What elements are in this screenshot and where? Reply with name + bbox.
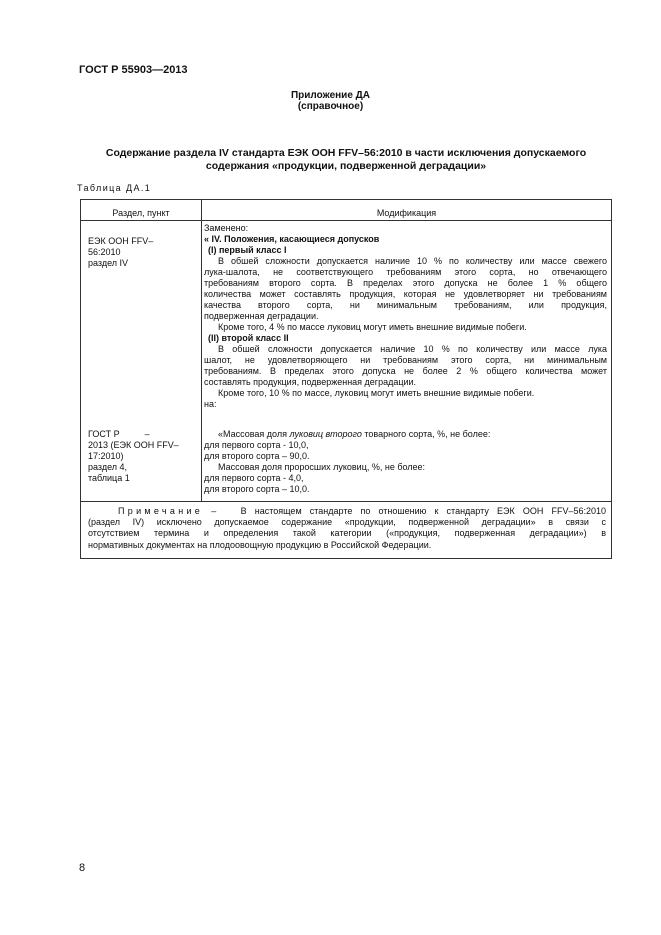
note-line: нормативных документах на плодоовощную продукцию в Российской Федерации. [88, 539, 432, 550]
section-line: 56:2010 [88, 247, 121, 257]
class1-text-line: количества может составлять продукция, которая не удовлетворяет ни требованиям [204, 289, 607, 299]
note-divider [81, 501, 611, 502]
class2-text-line: требованиям. В пределах этого допуска не более 2 % общего количества может [204, 366, 607, 376]
section-line: 2013 (ЕЭК ООН FFV– [88, 440, 179, 450]
row2-modification [204, 429, 607, 495]
mass-fraction-line [204, 429, 607, 440]
section-line: раздел 4, [88, 462, 128, 472]
row1-section [88, 236, 153, 269]
class2-extra: Кроме того, 10 % по массе, луковиц могут иметь внешние видимые побеги. [218, 388, 535, 398]
header-modification: Модификация [376, 208, 437, 218]
first-grade-line: для первого сорта - 10,0, [204, 440, 309, 450]
section-line: ЕЭК ООН FFV– [88, 236, 154, 246]
class1-text-line: подверженная деградации. [204, 311, 319, 321]
section-line: ГОСТ Р – [88, 429, 150, 439]
note-line: (раздел IV) исключено допускаемое содержание «продукции, подверженной деградации» в связи с [88, 517, 606, 528]
row1-modification [204, 223, 607, 410]
class1-text-line: В обшей сложности допускается наличие 10 % по количеству или массе свежего [218, 256, 607, 266]
provisions-heading: « IV. Положения, касающиеся допусков [204, 234, 380, 244]
section-title-line: содержания «продукции, подверженной деградации» [205, 160, 487, 172]
table-note [88, 506, 606, 551]
note-line-rest: В настоящем стандарте по отношению к стандарту ЕЭК ООН FFV–56:2010 [240, 506, 606, 516]
note-dash: – [203, 506, 217, 516]
mass-suffix: товарного сорта, %, не более: [361, 429, 491, 439]
note-line [88, 506, 606, 517]
mass-italic: луковиц второго [289, 429, 362, 439]
second-grade-line: для второго сорта – 10,0. [204, 484, 310, 494]
first-grade-line: для первого сорта - 4,0, [204, 473, 304, 483]
to-label: на: [204, 399, 217, 409]
note-line: отсутствием термина и определения такой категории («продукция, подверженная деградации») в [88, 528, 606, 539]
section-title-line: Содержание раздела IV стандарта ЕЭК ООН FFV–56:2010 в части исключения допускаемого [105, 147, 587, 159]
header-section: Раздел, пункт [112, 208, 170, 218]
section-line: таблица 1 [88, 473, 130, 483]
section-line: 17:2010) [88, 451, 124, 461]
section-line: раздел IV [88, 258, 129, 268]
replaced-label: Заменено: [204, 223, 249, 233]
class2-text-line: составлять продукция, подверженная деградации. [204, 377, 417, 387]
mass-prefix: «Массовая доля [218, 429, 290, 439]
class1-text-line: лука-шалота, не соответствующего требованиям этого сорта, но отвечающего [204, 267, 607, 277]
section-title [82, 147, 610, 173]
column-divider [201, 200, 202, 502]
second-grade-line: для второго сорта – 90,0. [204, 451, 310, 461]
class1-text-line: качества второго сорта, ни минимальным требованиям, или продукция, [204, 300, 607, 310]
appendix-subtitle: (справочное) [297, 101, 364, 112]
class2-text-line: шалот, не удовлетворяющего ни требованиям этого сорта, ни минимальным [204, 355, 607, 365]
appendix-title: Приложение ДА [290, 90, 371, 101]
header-divider [81, 220, 611, 221]
table-caption: Таблица ДА.1 [77, 183, 152, 193]
page-number: 8 [79, 862, 86, 874]
sprouted-line: Массовая доля проросших луковиц, %, не более: [218, 462, 426, 472]
class2-title: (II) второй класс II [208, 333, 289, 343]
row2-section [88, 429, 179, 484]
modification-table [80, 199, 612, 559]
class1-title: (I) первый класс I [208, 245, 287, 255]
class2-text-line: В обшей сложности допускается наличие 10 % по количеству или массе лука [218, 344, 607, 354]
document-id: ГОСТ Р 55903—2013 [79, 64, 188, 76]
class1-text-line: требованиям второго сорта. В пределах этого допуска не более 1 % общего [204, 278, 607, 288]
class1-extra: Кроме того, 4 % по массе луковиц могут иметь внешние видимые побеги. [218, 322, 527, 332]
note-label: Примечание [118, 506, 204, 516]
